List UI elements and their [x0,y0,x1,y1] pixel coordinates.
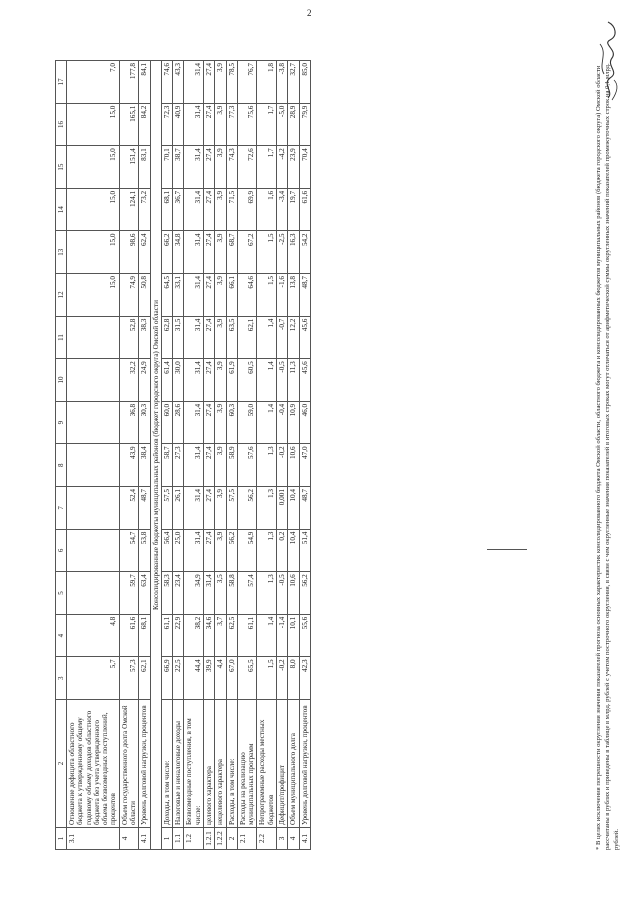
table-row [299,61,310,850]
value-cell: 28,6 [173,401,184,444]
row-name: Расходы на реализацию муниципальных программ [237,700,257,828]
value-cell: 34,8 [173,231,184,274]
value-cell: 66,9 [161,657,172,700]
value-cell: 66,1 [226,274,237,317]
value-cell: 57,3 [119,657,139,700]
value-cell: 45,6 [299,359,310,402]
row-code: 2.2 [257,828,277,850]
value-cell: -0,7 [276,316,287,359]
value-cell: 74,6 [161,61,172,104]
row-name: Доходы, в том числе: [161,700,172,828]
value-cell: 30,0 [173,359,184,402]
value-cell: 3,9 [215,146,226,189]
value-cell: 31,4 [184,103,204,146]
value-cell: 1,4 [257,316,277,359]
value-cell: 74,9 [119,274,139,317]
value-cell: 31,4 [184,61,204,104]
table-row [257,61,277,850]
value-cell: -0,4 [276,401,287,444]
value-cell: 62,4 [139,231,150,274]
value-cell: 27,4 [203,401,214,444]
header-cell: 5 [56,572,67,615]
value-cell: 56,2 [226,529,237,572]
row-name: Непрограммные расходы местных бюджетов [257,700,277,828]
value-cell: 98,6 [119,231,139,274]
row-name: целевого характера [203,700,214,828]
header-cell: 3 [56,657,67,700]
separator-line [487,549,527,550]
value-cell: 27,4 [203,61,214,104]
value-cell: 57,5 [161,487,172,530]
value-cell: -0,5 [276,572,287,615]
row-name: Объем муниципального долга [288,700,299,828]
value-cell: -5,0 [276,103,287,146]
value-cell: 165,1 [119,103,139,146]
value-cell: 1,5 [257,274,277,317]
table-row [161,61,172,850]
value-cell: 32,2 [119,359,139,402]
value-cell: 54,2 [299,231,310,274]
value-cell: 10,9 [288,401,299,444]
value-cell: 60,0 [161,401,172,444]
value-cell: 62,5 [226,614,237,657]
value-cell: 31,4 [184,444,204,487]
value-cell: -1,4 [276,614,287,657]
value-cell: 7,0 [67,61,120,104]
value-cell: 25,0 [173,529,184,572]
table-row [288,61,299,850]
value-cell: 84,2 [139,103,150,146]
value-cell: 177,8 [119,61,139,104]
value-cell: 31,4 [184,274,204,317]
value-cell: 43,9 [119,444,139,487]
value-cell: 58,8 [226,572,237,615]
value-cell: 3,9 [215,359,226,402]
value-cell: 43,3 [173,61,184,104]
value-cell: 27,4 [203,274,214,317]
value-cell: 27,4 [203,529,214,572]
value-cell: 27,4 [203,103,214,146]
value-cell: 3,9 [215,103,226,146]
value-cell: 59,7 [119,572,139,615]
value-cell: 11,3 [288,359,299,402]
value-cell: 27,4 [203,316,214,359]
value-cell: 3,7 [215,614,226,657]
value-cell: 8,0 [288,657,299,700]
table-row [203,61,214,850]
value-cell: 3,5 [215,572,226,615]
value-cell: 79,9 [299,103,310,146]
value-cell: 61,1 [237,614,257,657]
value-cell: 84,1 [139,61,150,104]
value-cell: -1,6 [276,274,287,317]
value-cell [67,529,120,572]
value-cell: 27,4 [203,231,214,274]
value-cell: 54,9 [237,529,257,572]
value-cell: 76,7 [237,61,257,104]
value-cell: 70,1 [161,146,172,189]
value-cell: 56,2 [299,572,310,615]
value-cell: 27,4 [203,487,214,530]
table-row [119,61,139,850]
value-cell: 4,8 [67,614,120,657]
value-cell: 15,0 [67,146,120,189]
value-cell: 26,1 [173,487,184,530]
value-cell [67,487,120,530]
value-cell: 61,6 [119,614,139,657]
value-cell: 10,4 [288,487,299,530]
table-row [173,61,184,850]
value-cell: 1,5 [257,657,277,700]
value-cell: 3,9 [215,188,226,231]
row-code: 3.1 [67,828,120,850]
value-cell: 38,3 [139,316,150,359]
value-cell: 22,9 [173,614,184,657]
row-code: 1 [161,828,172,850]
value-cell: 27,4 [203,188,214,231]
row-code: 1.2 [184,828,204,850]
table-row [237,61,257,850]
value-cell: 67,0 [226,657,237,700]
value-cell: 22,5 [173,657,184,700]
value-cell [67,359,120,402]
value-cell: 68,1 [139,614,150,657]
rotated-page-content [55,60,620,850]
header-cell: 1 [56,828,67,850]
value-cell: 31,4 [184,231,204,274]
value-cell: -0,2 [276,657,287,700]
value-cell: 13,8 [288,274,299,317]
row-code: 2 [226,828,237,850]
row-code: 4 [119,828,139,850]
forecast-table [55,60,311,850]
value-cell: 61,1 [161,614,172,657]
value-cell: 10,6 [288,572,299,615]
row-name: нецелевого характера [215,700,226,828]
value-cell [67,401,120,444]
table-row [215,61,226,850]
value-cell: 59,0 [237,401,257,444]
value-cell: 61,4 [161,359,172,402]
value-cell: 151,4 [119,146,139,189]
value-cell: 38,2 [184,614,204,657]
value-cell: 3,9 [215,487,226,530]
header-cell: 12 [56,274,67,317]
value-cell [67,444,120,487]
row-name: Уровень долговой нагрузки, процентов [299,700,310,828]
value-cell: 68,1 [161,188,172,231]
row-code: 2.1 [237,828,257,850]
value-cell: 48,7 [299,274,310,317]
value-cell: 1,8 [257,61,277,104]
value-cell: 27,4 [203,146,214,189]
section-title: Консолидированные бюджеты муниципальных районов (бюджет городского округа) Омской области [150,61,161,850]
value-cell: 72,6 [237,146,257,189]
row-code: 1.2.1 [203,828,214,850]
table-header-row [56,61,67,850]
value-cell: 47,0 [299,444,310,487]
value-cell: 46,0 [299,401,310,444]
value-cell: 51,4 [299,529,310,572]
value-cell: 64,6 [237,274,257,317]
value-cell: 1,4 [257,401,277,444]
value-cell: 62,8 [161,316,172,359]
value-cell: 15,0 [67,103,120,146]
value-cell: 58,3 [161,572,172,615]
value-cell: 1,4 [257,614,277,657]
value-cell: 3,9 [215,274,226,317]
header-cell: 14 [56,188,67,231]
value-cell: 23,9 [288,146,299,189]
value-cell: 40,9 [173,103,184,146]
value-cell: 62,1 [139,657,150,700]
value-cell: 48,7 [139,487,150,530]
table-row [226,61,237,850]
value-cell: -3,4 [276,188,287,231]
value-cell: 58,7 [161,444,172,487]
row-name: Безвозмездные поступления, в том числе: [184,700,204,828]
row-name: Уровень долговой нагрузки, процентов [139,700,150,828]
value-cell: -2,5 [276,231,287,274]
value-cell: 42,3 [299,657,310,700]
value-cell: 12,2 [288,316,299,359]
value-cell [67,316,120,359]
header-cell: 7 [56,487,67,530]
value-cell: 124,1 [119,188,139,231]
value-cell: 61,9 [226,359,237,402]
value-cell: 74,3 [226,146,237,189]
value-cell: -4,2 [276,146,287,189]
value-cell: 57,5 [226,487,237,530]
value-cell: 31,4 [184,316,204,359]
header-cell: 15 [56,146,67,189]
value-cell: 63,4 [139,572,150,615]
value-cell: 31,4 [203,572,214,615]
value-cell: -0,5 [276,359,287,402]
value-cell: 1,7 [257,146,277,189]
value-cell: 5,7 [67,657,120,700]
row-name: Расходы, в том числе: [226,700,237,828]
value-cell: 63,5 [226,316,237,359]
value-cell: 39,9 [203,657,214,700]
value-cell: 67,2 [237,231,257,274]
value-cell: 62,1 [237,316,257,359]
value-cell: 1,3 [257,444,277,487]
value-cell: 3,9 [215,231,226,274]
value-cell: 65,5 [237,657,257,700]
value-cell: -3,8 [276,61,287,104]
row-code: 4 [288,828,299,850]
value-cell: 56,2 [237,487,257,530]
value-cell: 1,3 [257,487,277,530]
table-row [276,61,287,850]
value-cell: 54,7 [119,529,139,572]
value-cell: 3,9 [215,316,226,359]
value-cell: 10,1 [288,614,299,657]
value-cell: 57,4 [237,572,257,615]
header-cell: 8 [56,444,67,487]
value-cell: 36,7 [173,188,184,231]
value-cell: 53,8 [139,529,150,572]
value-cell: 68,7 [226,231,237,274]
row-name: Дефицит/профицит [276,700,287,828]
value-cell: 27,4 [203,359,214,402]
value-cell: 28,9 [288,103,299,146]
value-cell: 50,8 [139,274,150,317]
value-cell: 4,4 [215,657,226,700]
value-cell: 38,7 [173,146,184,189]
value-cell: 0,001 [276,487,287,530]
value-cell: 1,5 [257,231,277,274]
value-cell: 10,6 [288,444,299,487]
value-cell: 75,6 [237,103,257,146]
value-cell: 0,2 [276,529,287,572]
row-code: 1.2.2 [215,828,226,850]
value-cell: 15,0 [67,188,120,231]
header-cell: 6 [56,529,67,572]
value-cell: 10,4 [288,529,299,572]
value-cell: 3,9 [215,61,226,104]
value-cell: 48,7 [299,487,310,530]
value-cell: 24,9 [139,359,150,402]
value-cell: 3,9 [215,401,226,444]
header-cell: 4 [56,614,67,657]
value-cell: 52,8 [119,316,139,359]
row-code: 4.1 [299,828,310,850]
value-cell: 1,3 [257,572,277,615]
header-cell: 16 [56,103,67,146]
value-cell: 44,4 [184,657,204,700]
value-cell: 31,4 [184,146,204,189]
value-cell: 36,8 [119,401,139,444]
value-cell: 85,0 [299,61,310,104]
table-row [184,61,204,850]
header-cell: 13 [56,231,67,274]
value-cell: 52,4 [119,487,139,530]
value-cell: 34,9 [184,572,204,615]
value-cell: 1,4 [257,359,277,402]
value-cell: 15,0 [67,274,120,317]
value-cell: 31,5 [173,316,184,359]
value-cell: 27,4 [203,444,214,487]
value-cell: 3,9 [215,444,226,487]
row-code: 4.1 [139,828,150,850]
row-name: Налоговые и неналоговые доходы [173,700,184,828]
value-cell: 72,3 [161,103,172,146]
value-cell: 33,1 [173,274,184,317]
value-cell: 58,9 [226,444,237,487]
value-cell: 56,4 [161,529,172,572]
value-cell: -0,2 [276,444,287,487]
value-cell: 78,5 [226,61,237,104]
header-cell: 10 [56,359,67,402]
value-cell: 45,6 [299,316,310,359]
value-cell: 70,4 [299,146,310,189]
page-number: 2 [307,8,312,18]
value-cell: 34,6 [203,614,214,657]
value-cell: 19,7 [288,188,299,231]
table-row [139,61,150,850]
value-cell: 31,4 [184,359,204,402]
value-cell: 31,4 [184,529,204,572]
value-cell: 27,3 [173,444,184,487]
table-row [67,61,120,850]
value-cell: 77,3 [226,103,237,146]
footnote: * В целях исключения погрешности округления значения показателей прогноза основных характеристик консолидированного бюджета Омской области, областного бюджета и консолидированных бюджетов муниципальных районов (бюджета городского округа) Омской области рассчитаны в рублях и приведены в таблице в млрд. рублей с учетом построчного округления, в связи с чем округленные значения показателей в итоговых строках могут отличаться от арифметической суммы округленных значений показателей промежуточных строк на 0,1 млрд. рублей. [595,63,620,850]
value-cell: 31,4 [184,188,204,231]
value-cell: 83,1 [139,146,150,189]
value-cell: 57,6 [237,444,257,487]
value-cell: 3,9 [215,529,226,572]
value-cell: 32,7 [288,61,299,104]
value-cell: 30,3 [139,401,150,444]
value-cell: 23,4 [173,572,184,615]
row-name: Объем государственного долга Омской области [119,700,139,828]
value-cell: 31,4 [184,487,204,530]
value-cell: 73,2 [139,188,150,231]
value-cell [67,572,120,615]
header-cell: 9 [56,401,67,444]
value-cell: 60,5 [237,359,257,402]
value-cell: 55,6 [299,614,310,657]
header-cell: 17 [56,61,67,104]
value-cell: 15,0 [67,231,120,274]
value-cell: 66,2 [161,231,172,274]
header-cell: 11 [56,316,67,359]
value-cell: 16,3 [288,231,299,274]
row-code: 1.1 [173,828,184,850]
value-cell: 69,9 [237,188,257,231]
value-cell: 1,7 [257,103,277,146]
row-name: Отношение дефицита областного бюджета к утвержденному общему годовому объему доходов областного бюджета без учета утвержденного объема безвозмездных поступлений, процентов [67,700,120,828]
value-cell: 31,4 [184,401,204,444]
value-cell: 64,5 [161,274,172,317]
value-cell: 60,3 [226,401,237,444]
value-cell: 1,3 [257,529,277,572]
value-cell: 71,5 [226,188,237,231]
section-row [150,61,161,850]
header-cell: 2 [56,700,67,828]
value-cell: 61,6 [299,188,310,231]
value-cell: 38,4 [139,444,150,487]
row-code: 3 [276,828,287,850]
value-cell: 1,6 [257,188,277,231]
